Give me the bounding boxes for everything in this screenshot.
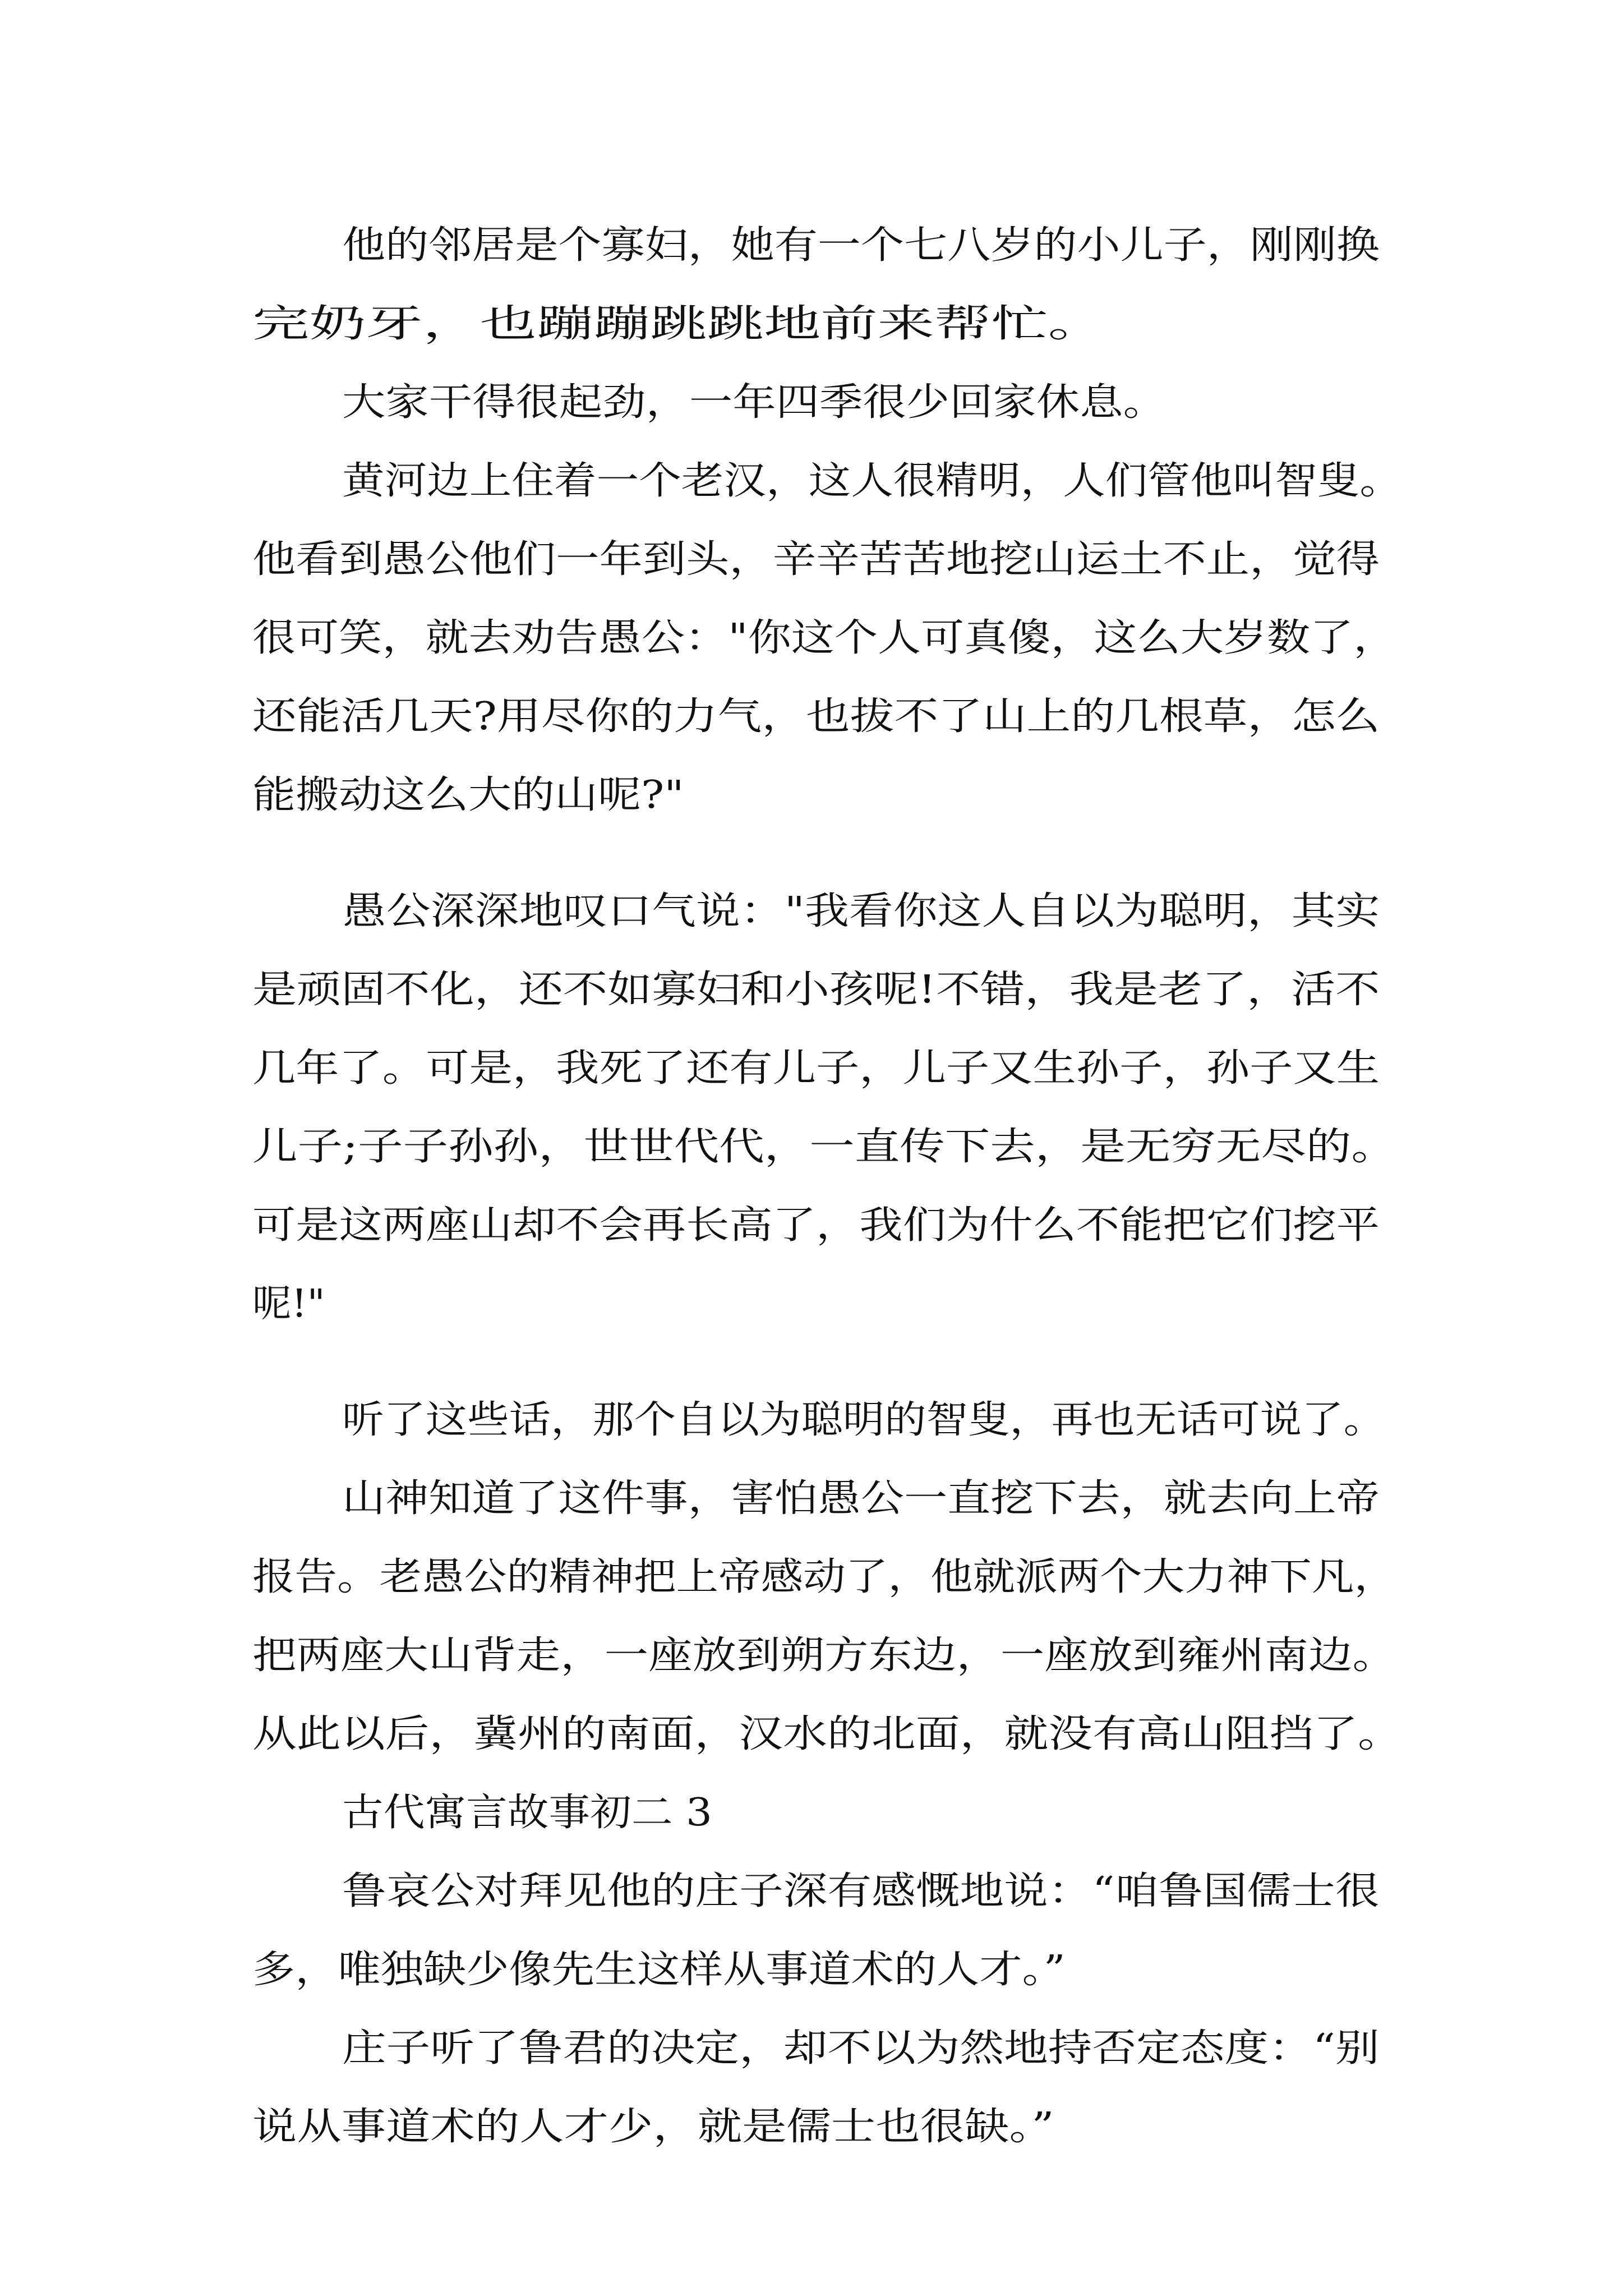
section-heading: 古代寓言故事初二 3 bbox=[342, 1791, 712, 1835]
line-7: 还能活几天?用尽你的力气，也拔不了山上的几根草，怎么 bbox=[252, 694, 1380, 739]
line-9: 愚公深深地叹口气说："我看你这人自以为聪明，其实 bbox=[342, 889, 1380, 933]
line-15: 听了这些话，那个自以为聪明的智叟，再也无话可说了。 bbox=[342, 1398, 1386, 1442]
line-13: 可是这两座山却不会再长高了，我们为什么不能把它们挖平 bbox=[252, 1203, 1380, 1248]
line-24: 说从事道术的人才少，就是儒士也很缺。” bbox=[252, 2105, 1054, 2149]
line-6: 很可笑，就去劝告愚公："你这个人可真傻，这么大岁数了， bbox=[252, 616, 1397, 660]
line-22: 多，唯独缺少像先生这样从事道术的人才。” bbox=[252, 1948, 1066, 1992]
line-19: 从此以后，冀州的南面，汉水的北面，就没有高山阻挡了。 bbox=[252, 1712, 1403, 1756]
line-17: 报告。老愚公的精神把上帝感动了，他就派两个大力神下凡， bbox=[252, 1555, 1397, 1599]
line-16: 山神知道了这件事，害怕愚公一直挖下去，就去向上帝 bbox=[342, 1476, 1380, 1521]
line-14: 呢!" bbox=[252, 1282, 325, 1326]
line-3: 大家干得很起劲，一年四季很少回家休息。 bbox=[342, 380, 1167, 425]
line-12: 儿子;子子孙孙，世世代代，一直传下去，是无穷无尽的。 bbox=[252, 1125, 1396, 1169]
line-5: 他看到愚公他们一年到头，辛辛苦苦地挖山运土不止，觉得 bbox=[252, 537, 1380, 582]
line-4: 黄河边上住着一个老汉，这人很精明，人们管他叫智叟。 bbox=[342, 459, 1403, 503]
line-8: 能搬动这么大的山呢?" bbox=[252, 773, 684, 817]
line-18: 把两座大山背走，一座放到朔方东边，一座放到雍州南边。 bbox=[252, 1634, 1397, 1678]
line-10: 是顽固不化，还不如寡妇和小孩呢!不错，我是老了，活不 bbox=[252, 968, 1380, 1012]
line-1: 他的邻居是个寡妇，她有一个七八岁的小儿子，刚刚换 bbox=[342, 223, 1380, 268]
line-23: 庄子听了鲁君的决定，却不以为然地持否定态度：“别 bbox=[342, 2026, 1380, 2070]
line-2: 完奶牙，也蹦蹦跳跳地前来帮忙。 bbox=[252, 302, 1105, 346]
line-11: 几年了。可是，我死了还有儿子，儿子又生孙子，孙子又生 bbox=[252, 1046, 1380, 1091]
line-21: 鲁哀公对拜见他的庄子深有感慨地说：“咱鲁国儒士很 bbox=[342, 1869, 1380, 1913]
